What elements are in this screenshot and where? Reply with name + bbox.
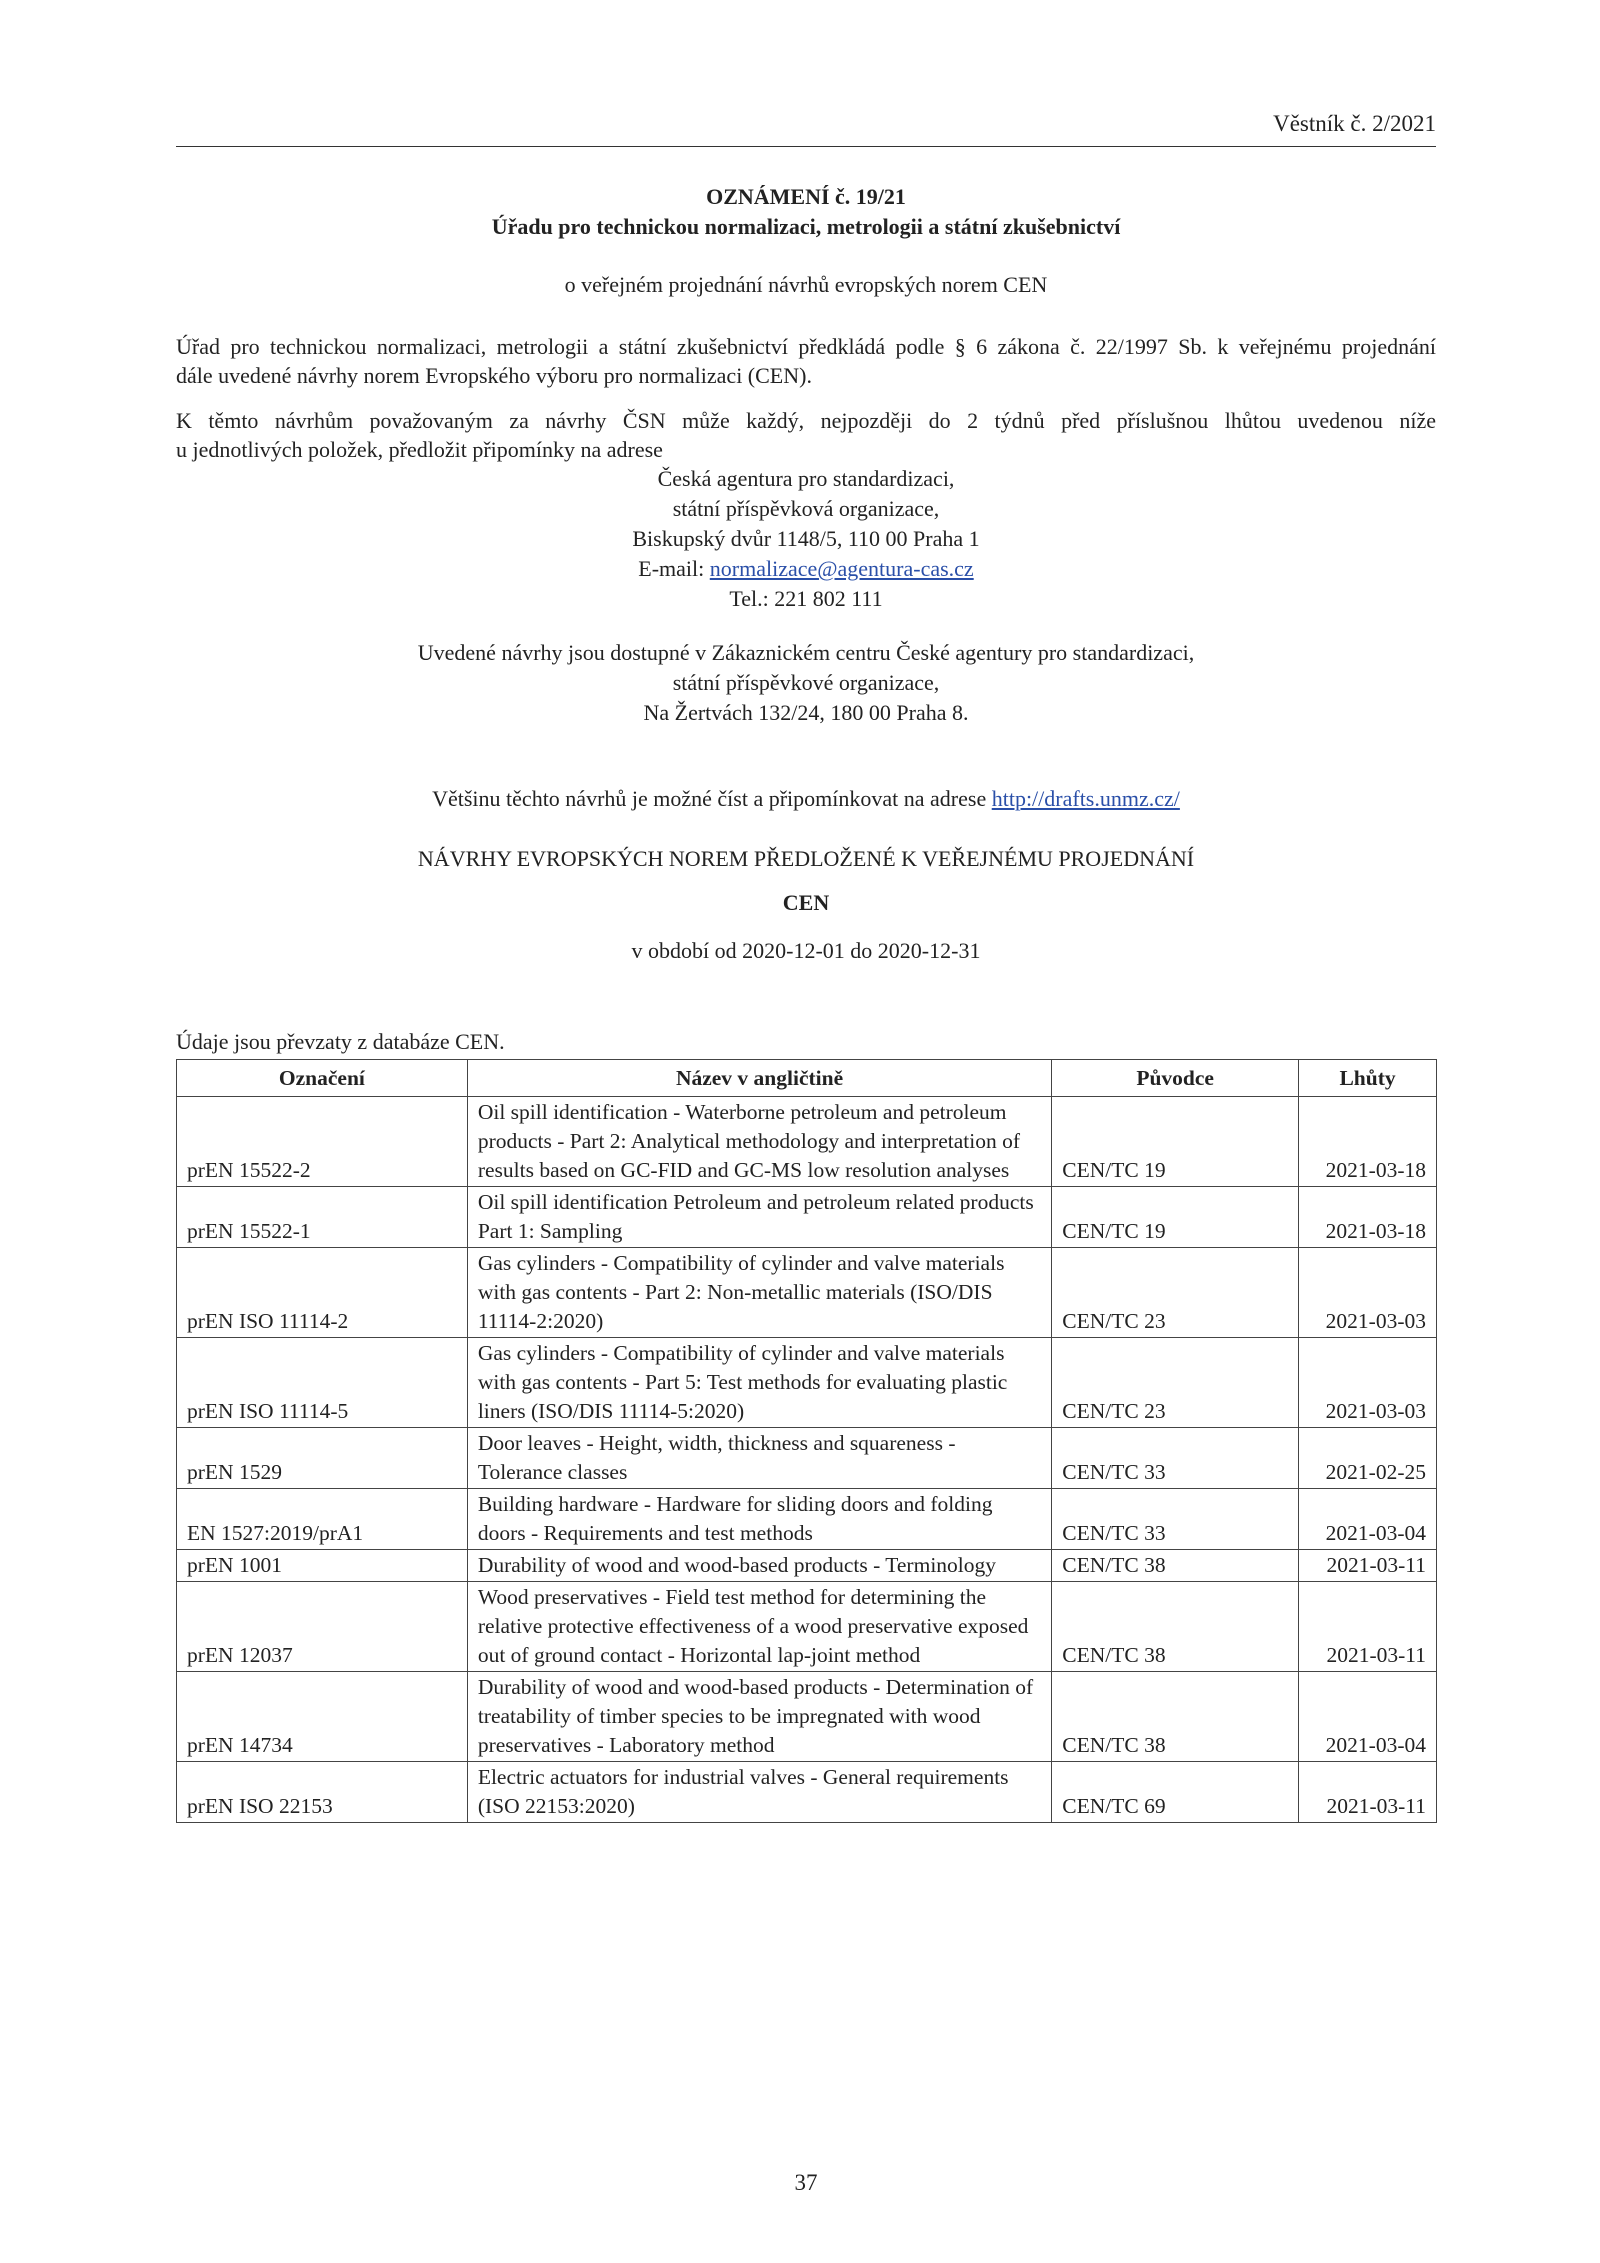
cell-title: Building hardware - Hardware for sliding doors and folding doors - Requirements and test methods (467, 1489, 1051, 1550)
cell-deadline: 2021-03-03 (1299, 1248, 1437, 1338)
table-row (177, 1338, 1437, 1428)
page-number: 37 (794, 2170, 818, 2195)
cell-title: Oil spill identification - Waterborne petroleum and petroleum products - Part 2: Analytical methodology and interpretation of results based on GC-FID and GC-MS low resolution analyses (467, 1097, 1051, 1187)
cell-deadline: 2021-02-25 (1299, 1428, 1437, 1489)
intro-p1-line2: dále uvedené návrhy norem Evropského výboru pro normalizaci (CEN). (176, 363, 812, 388)
cell-originator: CEN/TC 23 (1052, 1338, 1299, 1428)
intro-p1-line1: Úřad pro technickou normalizaci, metrologii a státní zkušebnictví předkládá podle § 6 zákona č. 22/1997 Sb. k veřejnému projednání (176, 334, 1436, 359)
address-line-3: Biskupský dvůr 1148/5, 110 00 Praha 1 (632, 526, 980, 551)
cell-deadline: 2021-03-11 (1299, 1550, 1437, 1582)
cell-designation: prEN 1529 (177, 1428, 468, 1489)
cell-designation: prEN 15522-2 (177, 1097, 468, 1187)
cell-title: Durability of wood and wood-based products - Determination of treatability of timber species to be impregnated with wood preservatives - Laboratory method (467, 1672, 1051, 1762)
cell-title: Durability of wood and wood-based products - Terminology (467, 1550, 1051, 1582)
cell-originator: CEN/TC 38 (1052, 1550, 1299, 1582)
cell-title: Oil spill identification Petroleum and petroleum related products Part 1: Sampling (467, 1187, 1051, 1248)
cell-title: Gas cylinders - Compatibility of cylinder and valve materials with gas contents - Part 5: Test methods for evaluating plastic liners (ISO/DIS 11114-5:2020) (467, 1338, 1051, 1428)
cell-designation: prEN 14734 (177, 1672, 468, 1762)
section-heading: NÁVRHY EVROPSKÝCH NOREM PŘEDLOŽENÉ K VEŘEJNÉMU PROJEDNÁNÍ (417, 846, 1195, 871)
intro-p2-line2: u jednotlivých položek, předložit připomínky na adrese (176, 437, 663, 462)
header-deadline: Lhůty (1299, 1060, 1437, 1097)
running-header (176, 112, 1436, 147)
cell-title: Electric actuators for industrial valves - General requirements (ISO 22153:2020) (467, 1762, 1051, 1823)
availability-line-2: státní příspěvkové organizace, (672, 670, 940, 695)
notice-subtitle: o veřejném projednání návrhů evropských norem CEN (564, 272, 1048, 297)
table-row (177, 1582, 1437, 1672)
intro-p2-line1: K těmto návrhům považovaným za návrhy ČSN může každý, nejpozději do 2 týdnů před příslušnou lhůtou uvedenou níže (176, 408, 1436, 433)
header-designation: Označení (177, 1060, 468, 1097)
section-period: v období od 2020-12-01 do 2020-12-31 (631, 938, 981, 963)
cell-originator: CEN/TC 19 (1052, 1187, 1299, 1248)
cell-originator: CEN/TC 33 (1052, 1489, 1299, 1550)
intro-paragraph-2 (176, 406, 1436, 464)
cell-originator: CEN/TC 19 (1052, 1097, 1299, 1187)
cell-designation: EN 1527:2019/prA1 (177, 1489, 468, 1550)
availability-line-1: Uvedené návrhy jsou dostupné v Zákaznickém centru České agentury pro standardizaci, (417, 640, 1195, 665)
address-line-2: státní příspěvková organizace, (672, 496, 940, 521)
header-originator: Původce (1052, 1060, 1299, 1097)
table-row (177, 1097, 1437, 1187)
header-english-title: Název v angličtině (467, 1060, 1051, 1097)
availability-line-3: Na Žertvách 132/24, 180 00 Praha 8. (643, 700, 969, 725)
cell-deadline: 2021-03-11 (1299, 1582, 1437, 1672)
cell-originator: CEN/TC 38 (1052, 1672, 1299, 1762)
section-org: CEN (782, 890, 830, 915)
address-line-1: Česká agentura pro standardizaci, (657, 466, 955, 491)
cell-designation: prEN ISO 11114-2 (177, 1248, 468, 1338)
email-label: E-mail: (638, 556, 710, 581)
cell-deadline: 2021-03-04 (1299, 1489, 1437, 1550)
address-email-line (176, 554, 1436, 584)
table-row (177, 1489, 1437, 1550)
online-text: Většinu těchto návrhů je možné číst a připomínkovat na adrese (432, 786, 992, 811)
table-row (177, 1428, 1437, 1489)
table-caption: Údaje jsou převzaty z databáze CEN. (176, 1029, 505, 1054)
address-phone: Tel.: 221 802 111 (729, 586, 883, 611)
cell-deadline: 2021-03-04 (1299, 1672, 1437, 1762)
cell-originator: CEN/TC 69 (1052, 1762, 1299, 1823)
notice-title: OZNÁMENÍ č. 19/21 (706, 184, 906, 209)
table-header-row (177, 1060, 1437, 1097)
cell-originator: CEN/TC 23 (1052, 1248, 1299, 1338)
cell-designation: prEN 15522-1 (177, 1187, 468, 1248)
table-row (177, 1550, 1437, 1582)
bulletin-label: Věstník č. 2/2021 (1273, 111, 1436, 136)
cell-designation: prEN ISO 22153 (177, 1762, 468, 1823)
notice-office: Úřadu pro technickou normalizaci, metrologii a státní zkušebnictví (491, 214, 1121, 239)
cell-title: Door leaves - Height, width, thickness and squareness - Tolerance classes (467, 1428, 1051, 1489)
cell-designation: prEN 1001 (177, 1550, 468, 1582)
cell-deadline: 2021-03-18 (1299, 1097, 1437, 1187)
table-row (177, 1762, 1437, 1823)
cell-title: Gas cylinders - Compatibility of cylinder and valve materials with gas contents - Part 2: Non-metallic materials (ISO/DIS 11114-2:2020) (467, 1248, 1051, 1338)
availability-block (176, 638, 1436, 728)
table-row (177, 1187, 1437, 1248)
cell-deadline: 2021-03-18 (1299, 1187, 1437, 1248)
cell-deadline: 2021-03-11 (1299, 1762, 1437, 1823)
cell-deadline: 2021-03-03 (1299, 1338, 1437, 1428)
address-block (176, 464, 1436, 614)
table-row (177, 1672, 1437, 1762)
table-row (177, 1248, 1437, 1338)
cell-designation: prEN ISO 11114-5 (177, 1338, 468, 1428)
drafts-table (176, 1059, 1437, 1823)
email-link[interactable]: normalizace@agentura-cas.cz (709, 556, 974, 581)
cell-designation: prEN 12037 (177, 1582, 468, 1672)
online-drafts-line (176, 786, 1436, 812)
cell-originator: CEN/TC 33 (1052, 1428, 1299, 1489)
intro-paragraph-1 (176, 332, 1436, 390)
cell-title: Wood preservatives - Field test method for determining the relative protective effectiveness of a wood preservative exposed out of ground contact - Horizontal lap-joint method (467, 1582, 1051, 1672)
cell-originator: CEN/TC 38 (1052, 1582, 1299, 1672)
drafts-link[interactable]: http://drafts.unmz.cz/ (991, 786, 1180, 811)
